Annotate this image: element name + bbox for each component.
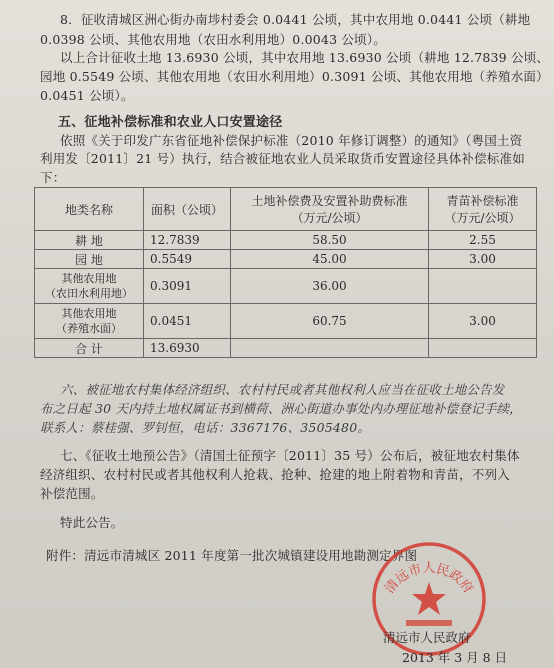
cell-name-sub: （农田水利用地） bbox=[45, 287, 133, 300]
header-land-comp bbox=[231, 188, 429, 231]
cell-land: 60.75 bbox=[231, 304, 429, 339]
header-area: 面积（公顷） bbox=[144, 188, 231, 231]
header-crop-comp bbox=[429, 188, 537, 231]
signer-name: 清远市人民政府 bbox=[383, 630, 471, 645]
cell-land: 36.00 bbox=[231, 269, 429, 304]
seal-text: 清远市人民政府 bbox=[382, 561, 476, 597]
cell-area: 0.5549 bbox=[144, 250, 231, 269]
table-row bbox=[35, 304, 537, 339]
cell-name-main: 其他农用地 bbox=[61, 307, 117, 320]
cell-crop: 3.00 bbox=[429, 304, 537, 339]
table-row bbox=[35, 231, 537, 250]
table-total-row bbox=[35, 339, 537, 358]
cell-crop: 2.55 bbox=[429, 231, 537, 250]
text-line: 8．征收清城区洲心街办南埗村委会 0.0441 公顷，其中农用地 0.0441 公顷（耕地 bbox=[60, 12, 531, 27]
text-line: 布之日起 30 天内持土地权属证书到横荷、洲心街道办事处内办理征地补偿登记手续， bbox=[40, 401, 522, 416]
total-label: 合 计 bbox=[35, 339, 144, 358]
total-empty bbox=[429, 339, 537, 358]
attachment-note: 附件：清远市清城区 2011 年度第一批次城镇建设用地勘测定界图 bbox=[46, 548, 418, 563]
text-line: 联系人：蔡桂强、罗钊恒，电话：3367176、3505480。 bbox=[40, 420, 371, 435]
section-heading: 五、征地补偿标准和农业人口安置途径 bbox=[58, 115, 283, 130]
header-crop-comp-title: 青苗补偿标准 bbox=[446, 194, 519, 208]
cell-crop: 3.00 bbox=[429, 250, 537, 269]
text-line: 0.0398 公顷、其他农用地（农田水利用地）0.0043 公顷）。 bbox=[40, 32, 386, 47]
text-line: 园地 0.5549 公顷、其他农用地（农田水利用地）0.3091 公顷、其他农用地（养殖水面） bbox=[40, 69, 549, 84]
cell-name bbox=[35, 304, 144, 339]
cell-name: 园 地 bbox=[35, 250, 144, 269]
cell-area: 0.3091 bbox=[144, 269, 231, 304]
cell-land: 58.50 bbox=[231, 231, 429, 250]
text-line: 经济组织、农村村民或者其他权利人抢栽、抢种、抢建的地上附着物和青苗，不列入 bbox=[40, 467, 510, 482]
text-line: 利用发〔2011〕21 号）执行，结合被征地农业人员采取货币安置途径具体补偿标准如 bbox=[40, 151, 525, 166]
cell-name: 耕 地 bbox=[35, 231, 144, 250]
total-area: 13.6930 bbox=[144, 339, 231, 358]
cell-land: 45.00 bbox=[231, 250, 429, 269]
text-line: 下： bbox=[40, 170, 66, 185]
cell-area: 12.7839 bbox=[144, 231, 231, 250]
cell-area: 0.0451 bbox=[144, 304, 231, 339]
signing-date: 2013 年 3 月 8 日 bbox=[402, 650, 508, 665]
header-land-comp-title: 土地补偿费及安置补助费标准 bbox=[251, 194, 408, 208]
closing-text: 特此公告。 bbox=[60, 515, 124, 530]
text-line: 补偿范围。 bbox=[40, 486, 104, 501]
total-empty bbox=[231, 339, 429, 358]
header-crop-comp-unit: （万元/公顷） bbox=[444, 211, 521, 225]
header-land-comp-unit: （万元/公顷） bbox=[291, 211, 368, 225]
text-line: 六、被征地农村集体经济组织、农村村民或者其他权利人应当在征收土地公告发 bbox=[60, 382, 505, 397]
table-row bbox=[35, 250, 537, 269]
text-line: 0.0451 公顷）。 bbox=[40, 88, 134, 103]
compensation-table bbox=[34, 187, 537, 358]
table-header-row bbox=[35, 188, 537, 231]
cell-name bbox=[35, 269, 144, 304]
text-line: 依照《关于印发广东省征地补偿保护标准（2010 年修订调整）的通知》（粤国土资 bbox=[60, 133, 523, 148]
text-line: 以上合计征收土地 13.6930 公顷，其中农用地 13.6930 公顷（耕地 12.7839 公顷、 bbox=[60, 50, 550, 65]
text-line: 七、《征收土地预公告》（清国土征预字〔2011〕35 号）公布后，被征地农村集体 bbox=[60, 448, 520, 463]
cell-name-sub: （养殖水面） bbox=[56, 322, 122, 335]
cell-name-main: 其他农用地 bbox=[61, 272, 117, 285]
table-row bbox=[35, 269, 537, 304]
cell-crop bbox=[429, 269, 537, 304]
header-name: 地类名称 bbox=[35, 188, 144, 231]
